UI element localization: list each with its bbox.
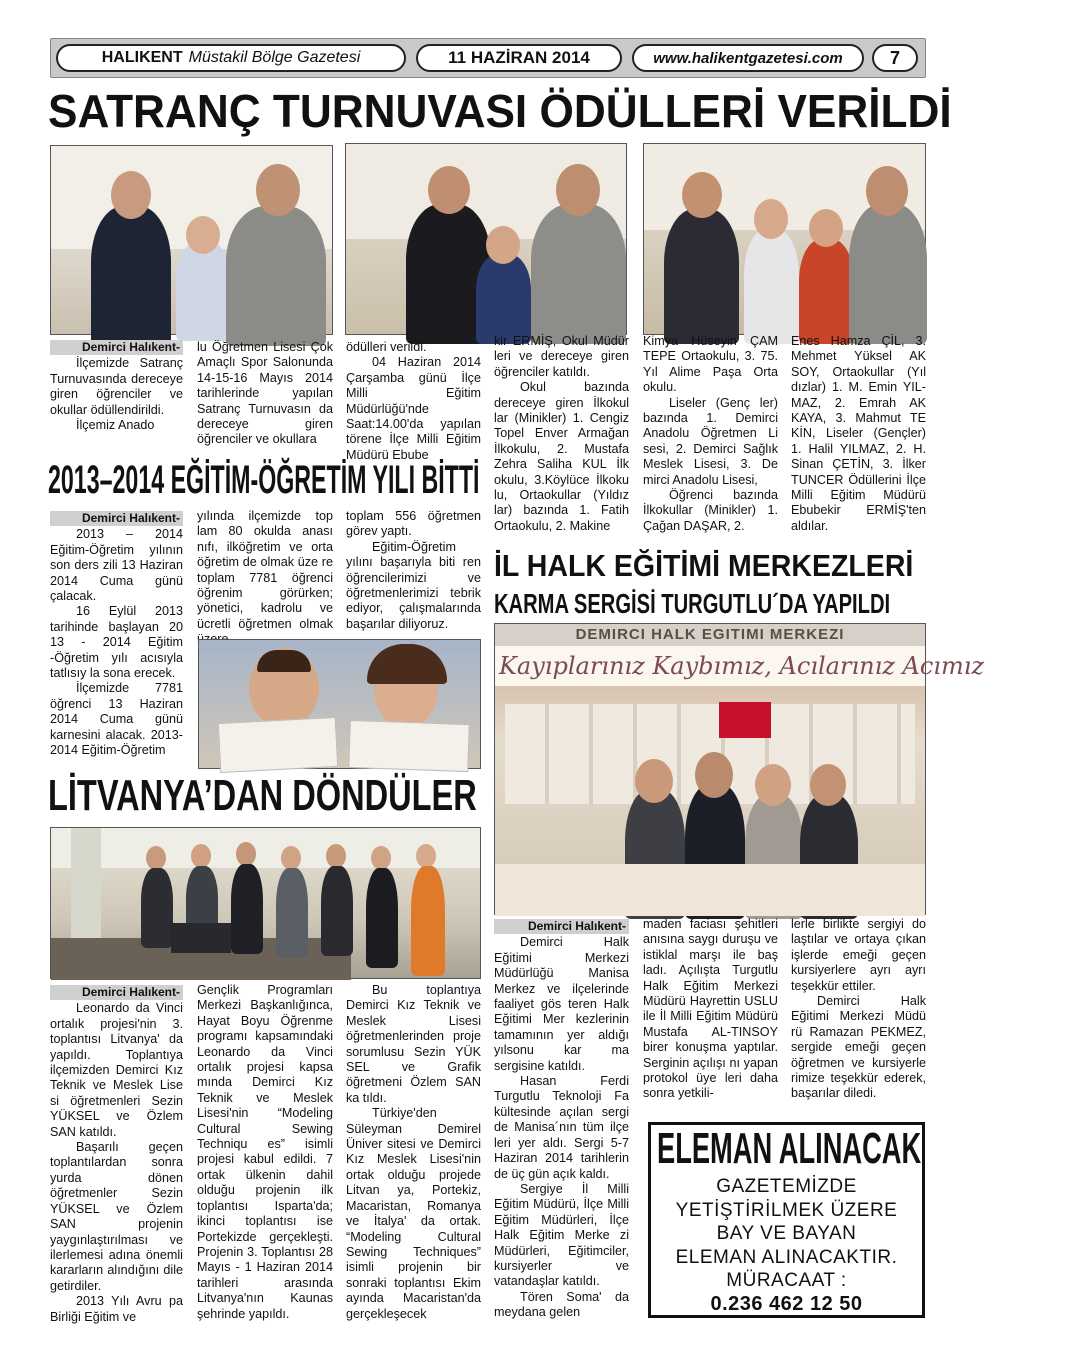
exhibition-col-1: Demirci Halıkent- Demirci Halk Eğitimi Merkezi Müdürlüğü Manisa Merkez ve ilçelerinde faaliyet gös teren Halk Eğitimi Mer kezlerinin tamamının yer aldığı yılsonu kar ma sergisine katıldı. Hasan Ferdi Turgutlu Teknoloji Fa kültesinde açılan sergi de Manisa´nın tüm ilçe leri yer aldı. Sergi 5-7 Haziran 2014 tarihlerin de üç gün açık kaldı. Sergiye İl Milli Eğitim Müdürü, İlçe Milli Eğitim Müdürleri, İlçe Halk Eğitim Merke zi Müdürleri, Eğitimciler, kursiyerler ve vatandaşlar katıldı. Tören Soma' da meydana gelen xyxy=(494,919,629,1320)
exhibition-col-2: maden faciası şehitleri anısına saygı duruşu ve istiklal marşı ile baş ladı. Açılışta Turgutlu Halk Eğitim Merkezi Müdürü Hayrettin USLU ile İl Milli Eğitim Müdürü Mustafa AL-TINSOY birer konuşma yaptılar. Serginin açılışı nı yapan protokol üye leri daha sonra yetkili- xyxy=(643,917,778,1101)
school-col-2: yılında ilçemizde top lam 80 okulda anası nıfı, ilköğretim ve orta öğretim de olmak üze re toplam 7781 öğrenci öğrenim görürken; yönetici, kadrolu ve ücretli öğretmen olmak xyxy=(197,509,333,631)
photo-students-report-cards xyxy=(198,639,481,769)
byline-tag: Demirci Halıkent- xyxy=(50,985,183,1000)
ad-phone[interactable]: 0.236 462 12 50 xyxy=(710,1292,863,1315)
exhibition-banner: DEMIRCI HALK EGITIMI MERKEZI xyxy=(495,624,925,646)
photo-exhibition xyxy=(494,623,985,915)
chess-col-3: ödülleri verildi. 04 Haziran 2014 Çarşamba günü İlçe Milli Eğitim Müdürlüğü'nde Saat:14.00'da yapılan törene İlçe Milli Eğitim Müdürü Ebube xyxy=(346,340,481,462)
headline-chess: SATRANÇ TURNUVASI ÖDÜLLERİ VERİLDİ xyxy=(48,85,952,137)
headline-exhibition-1: İL HALK EĞİTİMİ MERKEZLERİ xyxy=(494,548,914,583)
headline-lithuania: LİTVANYA’DAN DÖNDÜLER xyxy=(48,771,477,820)
ad-line-1: GAZETEMİZDE xyxy=(716,1176,857,1197)
photo-chess-award-1 xyxy=(50,145,333,335)
masthead-brand: HALIKENT xyxy=(101,49,183,66)
byline-tag: Demirci Halıkent- xyxy=(50,511,183,526)
classified-ad-box xyxy=(648,1122,925,1318)
page-number: 7 xyxy=(872,44,918,72)
issue-date: 11 HAZİRAN 2014 xyxy=(416,44,622,72)
headline-school-year: 2013–2014 EĞİTİM-ÖĞRETİM YILI BİTTİ xyxy=(48,458,480,502)
photo-chess-award-2 xyxy=(345,143,627,335)
photo-chess-award-3 xyxy=(643,143,926,335)
lithuania-col-2: Gençlik Programları Merkezi Başkanlığınca, Hayat Boyu Öğrenme programı kapsamındaki Leonardo da Vinci ortalık projesi kapsa mında Demirci Kız Teknik ve Meslek Lisesi'nin “Modeling Cultural Sewing Techniqu es” isimli projesi kabul edildi. 7 ortak ülkenin dahil olduğu projenin ilk toplantısı Isparta'da; ikinci toplantısı ise Portekizde gerçekleşti. Projenin 3. Toplantısı 28 Mayıs - 1 Haziran 2014 tarihleri arasında Litvanya'nın Kaunas şehrinde yapıldı. xyxy=(197,983,333,1321)
exhibition-script-banner: Kayıplarınız Kaybımız, Acılarınız Acımız xyxy=(495,646,925,686)
chess-col-1: Demirci Halıkent- İlçemizde Satranç Turnuvasında dereceye giren öğrenciler ve okullar ödüllendirildi. İlçemiz Anado xyxy=(50,340,183,433)
ad-line-2: YETİŞTİRİLMEK ÜZERE xyxy=(675,1199,898,1221)
masthead-pill xyxy=(56,44,406,72)
byline-tag: Demirci Halıkent- xyxy=(50,340,183,355)
school-col-3: toplam 556 öğretmen görev yaptı. Eğitim-Öğretim yılını başarıyla biti ren öğrencilerimizi ve öğretmenlerimizi tebrik ediyor, çalışmalarında başarılar diliyoruz. xyxy=(346,509,481,631)
byline-tag: Demirci Halıkent- xyxy=(494,919,629,934)
photo-lithuania-group xyxy=(50,827,481,979)
chess-col-2: lu Öğretmen Lisesi Çok Amaçlı Spor Salonunda 14-15-16 Mayıs 2014 tarihlerinde yapılan Satranç Turnuvasın da dereceye giren öğrenciler ve okullara xyxy=(197,340,333,447)
chess-col-4: kir ERMİŞ, Okul Müdür leri ve dereceye giren öğrenciler katıldı. Okul bazında dereceye giren İlkokul lar (Minikler) 1. Cengiz Topel Enver Armağan İlkokulu, 2. Mustafa Zehra Saliha KUL İlk okulu, 3.Köylüce İlkoku lu, Ortaokullar (Yıldız lar) bazında 1. Fatih Ortaokulu, 2. Makine xyxy=(494,334,629,533)
website-url[interactable]: www.halikentgazetesi.com xyxy=(632,44,864,72)
lithuania-col-3: Bu toplantıya Demirci Kız Teknik ve Meslek Lisesi öğretmenlerinden proje sorumlusu Sezin YÜK SEL ve Grafik öğretmeni Özlem SAN ka tıldı. Türkiye'den Süleyman Demirel Üniver sitesi ve Demirci Kız Meslek Lisesi'nin ortak olduğu projede Litvan ya, Portekiz, Macaristan, Romanya ve İtalya' da ortak. “Modeling Cultural Sewing Techniques” isimli projenin bir sonraki toplantısı Ekim ayında Macaristan'da gerçekleşecek xyxy=(346,983,481,1321)
ad-line-4: ELEMAN ALINACAKTIR. xyxy=(675,1246,898,1268)
school-col-1: Demirci Halıkent- 2013 – 2014 Eğitim-Öğretim yılının son ders zili 13 Haziran 2014 Cuma günü çalacak. 16 Eylül 2013 tarihinde başlayan 20 13 - 2014 Eğitim -Öğretim yılı acısıyla tatlısıy la sona erecek. İlçemizde 7781 öğrenci 13 Haziran 2014 Cuma günü karnesini alacak. 2013-2014 Eğitim-Öğretim xyxy=(50,511,183,758)
headline-exhibition-2: KARMA SERGİSİ TURGUTLU´DA YAPILDI xyxy=(494,588,891,619)
ad-title: ELEMAN ALINACAK xyxy=(657,1124,922,1173)
ad-line-5: MÜRACAAT : xyxy=(726,1270,847,1291)
exhibition-col-3: lerle birlikte sergiyi do laştılar ve ortaya çıkan işlerde emeği geçen kursiyerlere ayrı ayrı teşekkür ettiler. Demirci Halk Eğitimi Merkezi Müdü rü Ramazan PEKMEZ, sergide emeği geçen öğretmen ve kursiyerle rimize teşekkür ederek, başarılar diledi. xyxy=(791,917,926,1101)
masthead-subtitle: Müstakil Bölge Gazetesi xyxy=(188,49,361,66)
chess-col-6: Enes Hamza ÇİL, 3. Mehmet Yüksel AK SOY, Ortaokullar (Yıl dızlar) 1. M. Emin YIL-MAZ, 2. Emrah AK KAYA, 3. Mahmut TE KİN, Liseler (Gençler) 1. Halil YILMAZ, 2. H. Sinan ÇETİN, 3. İlker TUNCER Ödüllerini İlçe Milli Eğitim Müdürü Ebubekir ERMİŞ'ten aldılar. xyxy=(791,334,926,533)
lithuania-col-1: Demirci Halıkent- Leonardo da Vinci ortalık projesi'nin 3. toplantısı Litvanya' da yapıldı. Toplantıya ilçemizden Demirci Kız Teknik ve Meslek Lise si öğretmenleri Sezin YÜKSEL ve Özlem SAN katıldı. Başarılı geçen toplantılardan sonra yurda dönen öğretmenler Sezin YÜKSEL ve Özlem SAN projenin yaygınlaştırılması ve ilerlemesi adına önemli kararların alındığını dile getirdiler. 2013 Yılı Avru pa Birliği Eğitim ve xyxy=(50,985,183,1324)
chess-col-5: Kimya Hüseyin ÇAM TEPE Ortaokulu, 3. 75. Yıl Alime Paşa Orta okulu. Liseler (Genç ler) bazında 1. Demirci Anadolu Öğretmen Li sesi, 2. Demirci Sağlık Meslek Lisesi, 3. De mirci Anadolu Lisesi, Öğrenci bazında İlkokullar (Minikler) 1. Çağan DAŞAR, 2. xyxy=(643,334,778,533)
ad-line-3: BAY VE BAYAN xyxy=(716,1223,857,1244)
